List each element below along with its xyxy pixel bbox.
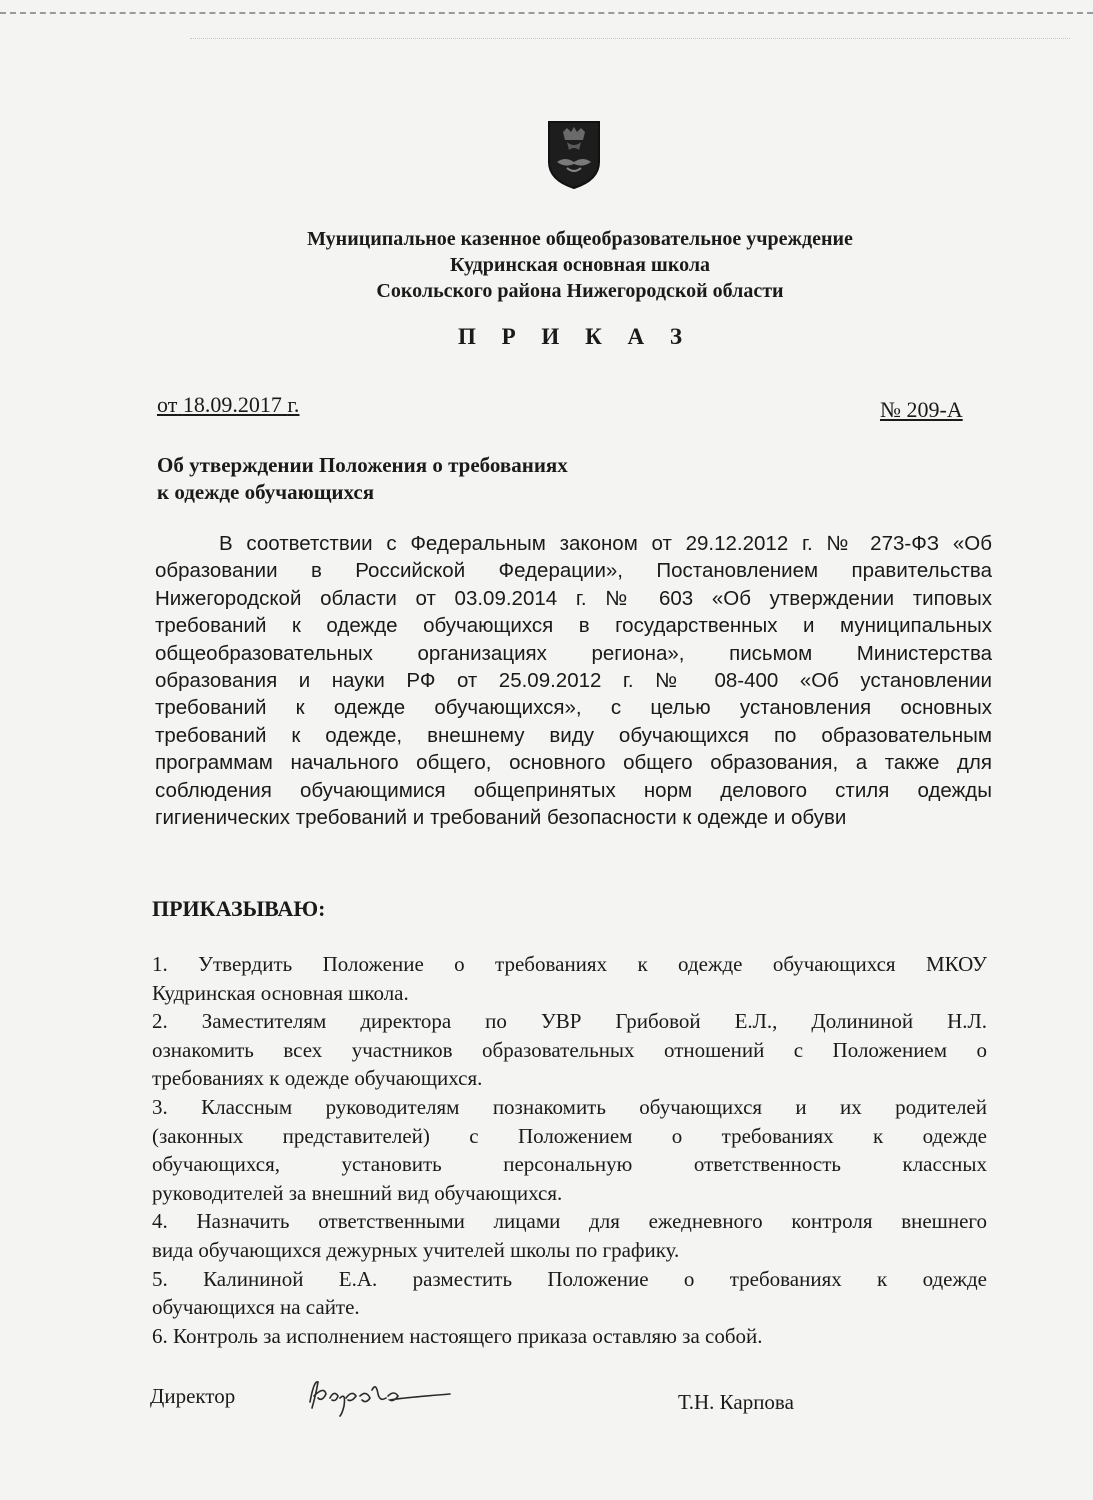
preamble-line: требований к одежде обучающихся», с целью установления основных — [155, 696, 992, 720]
preamble-paragraph — [155, 530, 992, 831]
order-item-line: (законных представителей) с Положением о требованиях к одежде — [152, 1123, 987, 1148]
order-item-line: руководителей за внешний вид обучающихся. — [152, 1180, 563, 1205]
org-line: Муниципальное казенное общеобразовательное учреждение — [307, 228, 853, 250]
org-line: Кудринская основная школа — [449, 254, 711, 276]
order-item-line: 5. Калининой Е.А. разместить Положение о требованиях к одежде — [152, 1266, 987, 1291]
order-item-line: 6. Контроль за исполнением настоящего приказа оставляю за собой. — [152, 1323, 763, 1348]
preamble-line: образовании в Российской Федерации», Постановлением правительства — [155, 559, 992, 583]
organization-header — [180, 226, 980, 304]
document-title: П Р И К А З — [457, 324, 692, 349]
order-item-line: требованиях к одежде обучающихся. — [152, 1066, 483, 1091]
order-item-line: 2. Заместителям директора по УВР Грибовой Е.Л., Долининой Н.Л. — [152, 1009, 987, 1034]
date-value: 18.09.2017 — [182, 392, 282, 417]
order-item-line: Кудринская основная школа. — [152, 980, 409, 1005]
preamble-line: требований к одежде, внешнему виду обучающихся по образовательным — [155, 723, 992, 747]
preamble-line: общеобразовательных организациях региона», письмом Министерства — [155, 641, 992, 665]
order-item-line: 3. Классным руководителям познакомить обучающихся и их родителей — [152, 1094, 987, 1119]
subject-line: к одежде обучающихся — [157, 480, 375, 504]
order-items — [152, 950, 987, 1350]
preamble-line: гигиенических требований и требований безопасности к одежде и обуви — [155, 806, 847, 830]
handwritten-signature — [300, 1372, 460, 1422]
subject-line: Об утверждении Положения о требованиях — [157, 453, 568, 477]
preamble-line: соблюдения обучающимися общепринятых норм делового стиля одежды — [155, 778, 992, 802]
order-item-line: 1. Утвердить Положение о требованиях к одежде обучающихся МКОУ — [152, 952, 987, 976]
date-prefix: от — [157, 392, 178, 417]
preamble-line: требований к одежде обучающихся в государственных и муниципальных — [155, 614, 992, 638]
order-item-line: 4. Назначить ответственными лицами для ежедневного контроля внешнего — [152, 1209, 987, 1234]
org-line: Сокольского района Нижегородской области — [376, 280, 784, 302]
document-date — [157, 392, 299, 418]
preamble-line: программам начального общего, основного общего образования, а также для — [155, 751, 992, 775]
scan-artifact-line — [190, 38, 1070, 39]
order-item-line: вида обучающихся дежурных учителей школы по графику. — [152, 1237, 680, 1262]
preamble-line: образования и науки РФ от 25.09.2012 г. № 08-400 «Об установлении — [155, 669, 992, 693]
coat-of-arms-icon — [545, 118, 603, 190]
order-item-line: ознакомить всех участников образовательных отношений с Положением о — [152, 1037, 987, 1062]
order-heading: ПРИКАЗЫВАЮ: — [152, 896, 326, 921]
order-item-line: обучающихся, установить персональную ответственность классных — [152, 1152, 987, 1177]
document-number: № 209-А — [880, 397, 963, 422]
date-suffix: г. — [287, 392, 300, 417]
signature-role: Директор — [150, 1384, 236, 1408]
signatory-name: Т.Н. Карпова — [678, 1390, 794, 1414]
scan-artifact-line — [0, 12, 1093, 14]
signature-block — [150, 1382, 970, 1432]
document-subject — [157, 452, 717, 506]
preamble-line: В соответствии с Федеральным законом от 29.12.2012 г. № 273-ФЗ «Об — [219, 532, 992, 555]
order-item-line: обучающихся на сайте. — [152, 1295, 360, 1320]
preamble-line: Нижегородской области от 03.09.2014 г. № 603 «Об утверждении типовых — [155, 586, 992, 610]
